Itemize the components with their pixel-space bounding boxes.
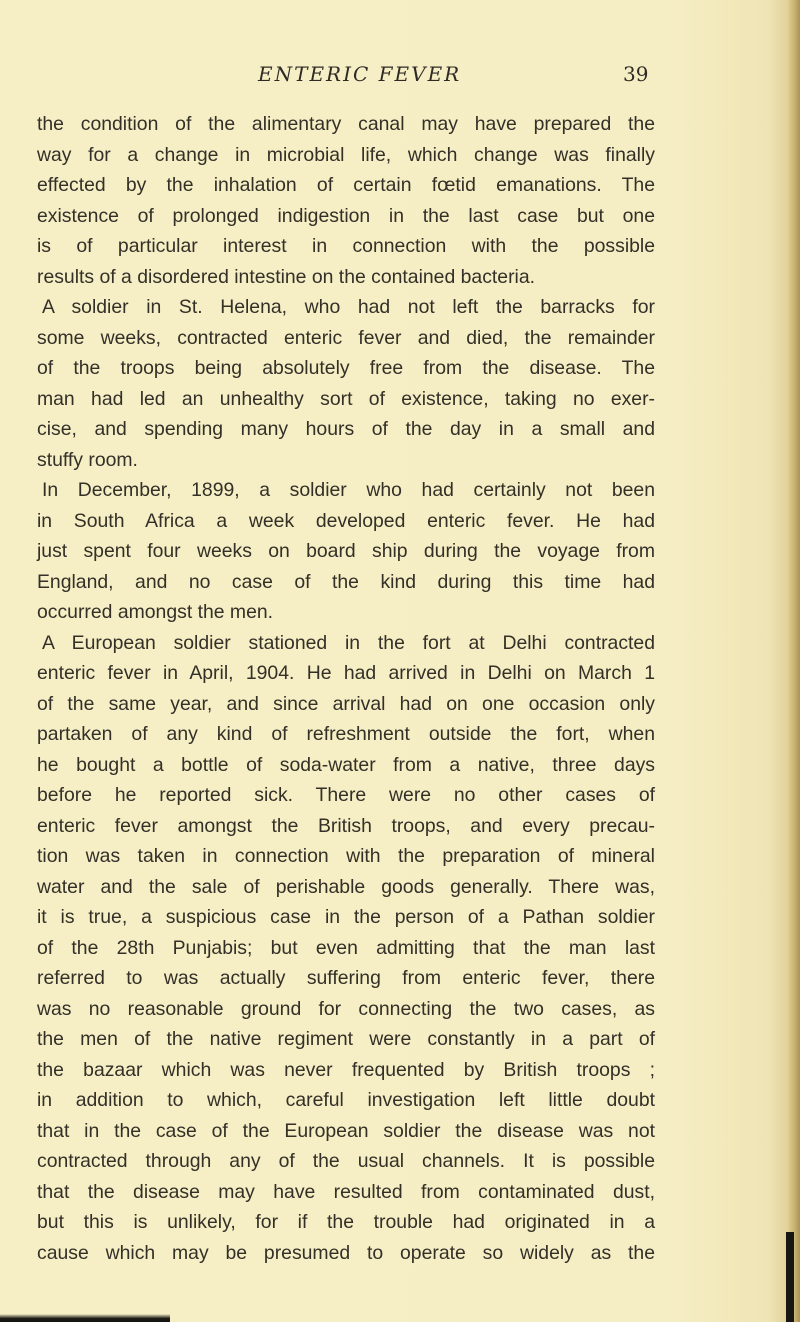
- text-line: tion was taken in connection with the preparation of mineral: [37, 845, 655, 867]
- text-line: stuffy room.: [37, 448, 138, 471]
- text-line: in South Africa a week developed enteric fever. He had: [37, 509, 655, 532]
- text-line: contracted through any of the usual channels. It is possible: [37, 1150, 655, 1172]
- page-number: 39: [623, 62, 649, 86]
- text-line: occurred amongst the men.: [37, 601, 274, 623]
- text-line: the men of the native regiment were constantly in a part of: [37, 1028, 655, 1050]
- text-line: partaken of any kind of refreshment outside the fort, when: [37, 723, 655, 745]
- text-line: cause which may be presumed to operate so widely as the: [37, 1241, 655, 1264]
- text-line: just spent four weeks on board ship during the voyage from: [37, 540, 655, 562]
- text-line: before he reported sick. There were no other cases of: [37, 784, 655, 806]
- paragraph-start-line: A European soldier stationed in the fort at Delhi contracted: [42, 631, 655, 654]
- paragraph-start-line: A soldier in St. Helena, who had not left the barracks for: [42, 296, 655, 318]
- text-line: the bazaar which was never frequented by British troops ;: [37, 1058, 655, 1081]
- text-line: of the same year, and since arrival had on one occasion only: [37, 692, 655, 715]
- text-line: enteric fever in April, 1904. He had arrived in Delhi on March 1: [37, 662, 655, 684]
- text-line: of the 28th Punjabis; but even admitting that the man last: [37, 936, 655, 959]
- text-line: referred to was actually suffering from enteric fever, there: [37, 967, 655, 989]
- text-line: effected by the inhalation of certain fœtid emanations. The: [37, 174, 655, 196]
- bottom-scan-shadow: [0, 1314, 170, 1322]
- text-line: is of particular interest in connection with the possible: [37, 235, 655, 257]
- text-line: was no reasonable ground for connecting the two cases, as: [37, 997, 655, 1020]
- text-line: in addition to which, careful investigation left little doubt: [37, 1089, 655, 1111]
- text-line: the condition of the alimentary canal may have prepared the: [37, 113, 655, 135]
- text-line: man had led an unhealthy sort of existence, taking no exer-: [37, 387, 655, 410]
- body-text: [37, 109, 655, 1268]
- text-line: that in the case of the European soldier the disease was not: [37, 1119, 655, 1142]
- text-line: water and the sale of perishable goods generally. There was,: [37, 875, 655, 898]
- running-head: [0, 62, 800, 92]
- text-line: enteric fever amongst the British troops, and every precau-: [37, 814, 655, 837]
- text-line: of the troops being absolutely free from the disease. The: [37, 357, 655, 379]
- text-line: that the disease may have resulted from contaminated dust,: [37, 1180, 655, 1203]
- text-line: it is true, a suspicious case in the person of a Pathan soldier: [37, 906, 655, 928]
- text-line: but this is unlikely, for if the trouble had originated in a: [37, 1211, 655, 1233]
- text-line: results of a disordered intestine on the contained bacteria.: [37, 265, 536, 288]
- running-title: ENTERIC FEVER: [258, 62, 462, 86]
- text-line: way for a change in microbial life, which change was finally: [37, 143, 655, 166]
- text-line: some weeks, contracted enteric fever and died, the remainder: [37, 326, 655, 349]
- text-line: he bought a bottle of soda-water from a native, three days: [37, 753, 655, 776]
- text-line: existence of prolonged indigestion in the last case but one: [37, 204, 655, 227]
- text-line: England, and no case of the kind during this time had: [37, 570, 655, 593]
- paragraph-start-line: In December, 1899, a soldier who had certainly not been: [42, 479, 655, 501]
- text-line: cise, and spending many hours of the day in a small and: [37, 418, 655, 440]
- corner-scan-mark: [786, 1232, 794, 1322]
- page-edge: [786, 0, 800, 1322]
